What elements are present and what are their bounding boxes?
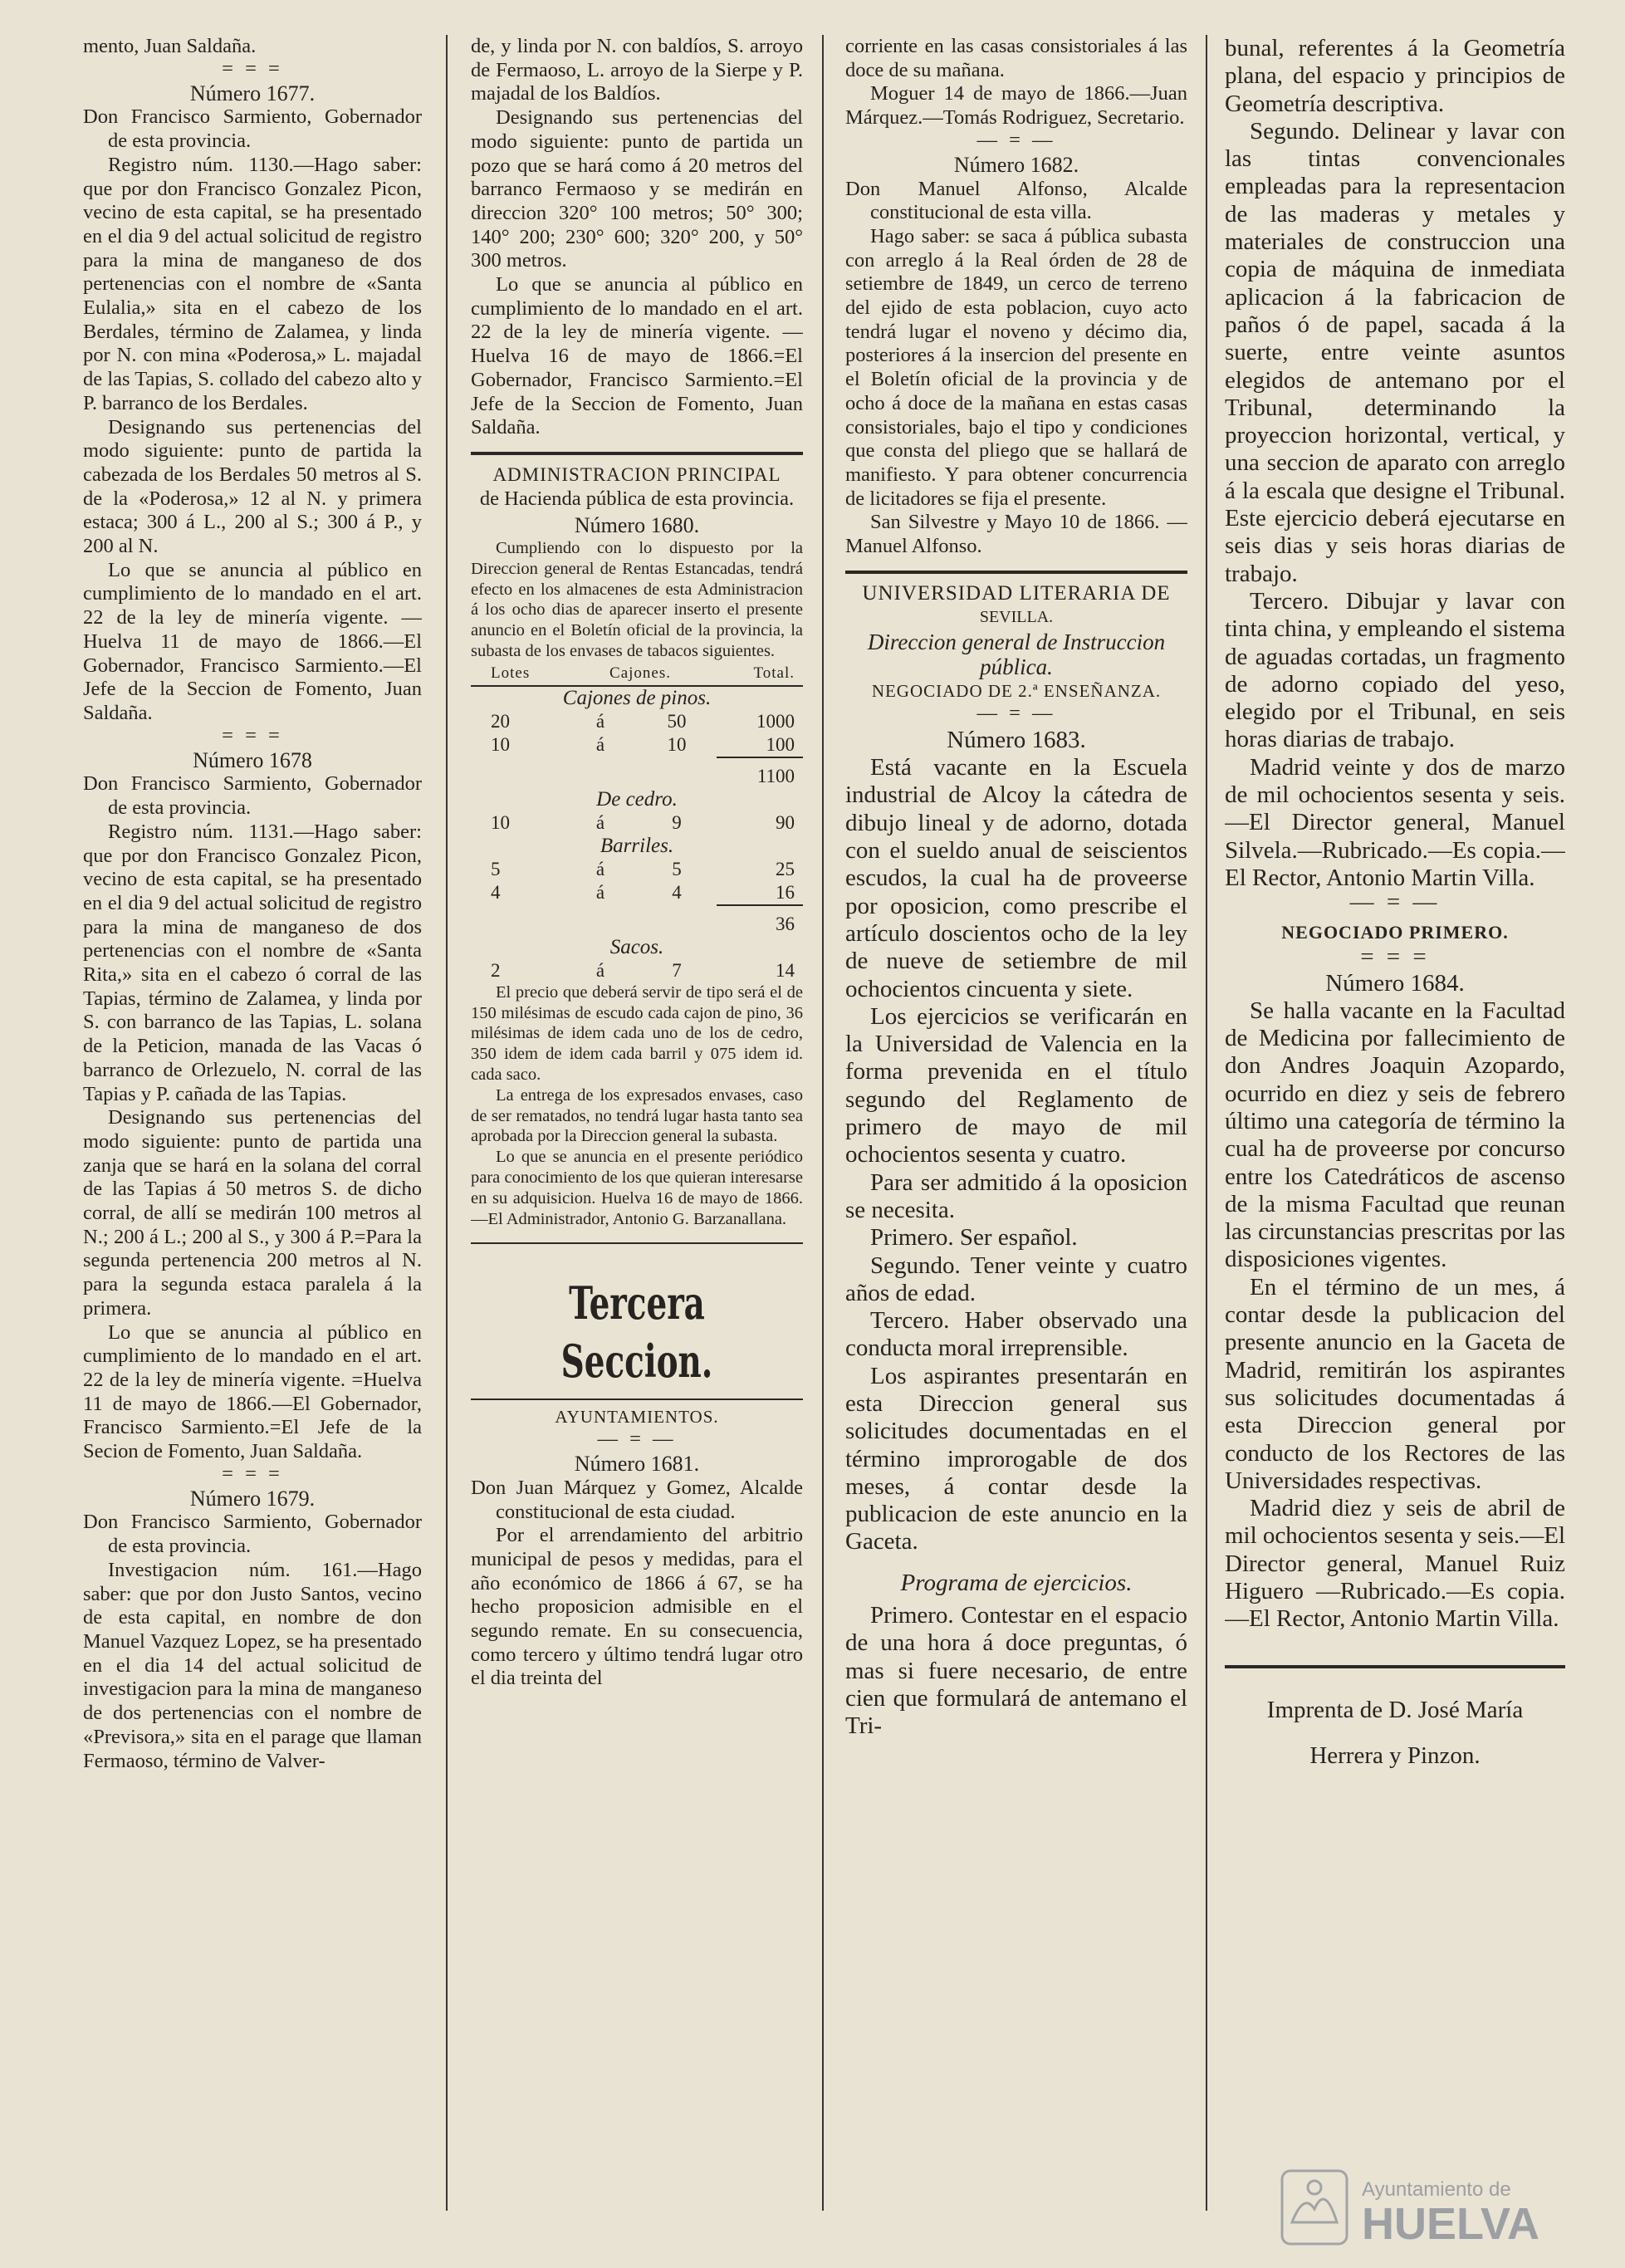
paragraph: Lo que se anuncia al público en cumplimiento de lo mandado en el art. 22 de la ley de minería vigente. —Huelva 16 de mayo de 1866.=El Gobernador, Francisco Sarmiento.=El Jefe de la Seccion de Fomento, Juan Saldaña.	[471, 273, 803, 439]
printer-line: Herrera y Pinzon.	[1309, 1741, 1481, 1769]
notice-heading: Don Francisco Sarmiento, Gobernador de esta provincia.	[83, 772, 422, 820]
paragraph: de, y linda por N. con baldíos, S. arroyo de Fermaoso, L. arroyo de la Sierpe y P. majadal de los Baldíos.	[471, 35, 803, 105]
cell: 100	[766, 733, 795, 755]
group-title: Barriles.	[600, 834, 674, 857]
notice-heading: Don Juan Márquez y Gomez, Alcalde constitucional de esta ciudad.	[471, 1476, 803, 1523]
printer-line: Imprenta de D. José María	[1266, 1696, 1524, 1723]
stamp-line2: HUELVA	[1362, 2199, 1539, 2249]
paragraph: Designando sus pertenencias del modo siguiente: punto de partida una zanja que se hará en la solana del corral de las Tapias á 50 metros S. de dicho corral, de allí se medirán 100 metros al N.; 200 á L.; 200 al S., y 300 á P.=Para la segunda pertenencia 200 metros al N. para la segunda estaca paralela á la primera.	[83, 1106, 422, 1320]
paragraph: Lo que se anuncia al público en cumplimiento de lo mandado en el art. 22 de la ley de minería vigente. —Huelva 11 de mayo de 1866.—El Gobernador, Francisco Sarmiento.—El Jefe de la Seccion de Fomento, Juan Saldaña.	[83, 558, 422, 724]
cell: 2	[491, 959, 501, 981]
cell: 5	[672, 858, 682, 879]
notice-1680	[471, 463, 803, 1229]
column-divider	[446, 35, 448, 2211]
paragraph: Los ejercicios se verificarán en la Universidad de Valencia en la forma prevenida en el título segundo del Reglamento de primero de mayo de mil ochocientos sesenta y cuatro.	[845, 1002, 1187, 1168]
subtotal-row	[471, 757, 803, 788]
exercise: Tercero. Dibujar y lavar con tinta china, y empleando el sistema de aguadas cortadas, un fragmento de adorno copiado del yeso, elegido por el Tribunal, en seis horas diarias de trabajo.	[1225, 587, 1565, 753]
notice-number: Número 1680.	[574, 513, 700, 538]
subtotal: 1100	[717, 757, 803, 788]
table-row	[471, 733, 803, 757]
cell: á	[595, 811, 605, 833]
column-1	[83, 35, 422, 2236]
separator: — = —	[1349, 889, 1441, 916]
cell: á	[595, 858, 605, 879]
paragraph: En el término de un mes, á contar desde la publicacion del presente anuncio en la Gaceta de Madrid, remitirán los aspirantes sus solicitudes documentadas á esta Direccion general por conducto de los Rectores de las Universidades respectivas.	[1225, 1273, 1565, 1494]
requirement: Segundo. Tener veinte y cuatro años de edad.	[845, 1252, 1187, 1306]
notice-1681	[471, 1452, 803, 1691]
cell: 4	[672, 882, 682, 904]
requirement: Primero. Ser español.	[870, 1224, 1078, 1252]
cell: á	[595, 710, 605, 732]
separator: = = =	[222, 723, 283, 747]
table-row	[471, 881, 803, 905]
cell: 9	[672, 811, 682, 833]
cell: 5	[491, 858, 501, 879]
group-title: Sacos.	[609, 935, 664, 958]
separator: — = —	[976, 701, 1056, 724]
separator: = = =	[1360, 943, 1430, 970]
cell: 16	[776, 881, 795, 903]
paragraph: Cumpliendo con lo dispuesto por la Direccion general de Rentas Estancadas, tendrá efecto en los almacenes de esta Administracion á los ocho dias de aparecer inserto el presente anuncio en el Boletín oficial de la provincia, la subasta de los envases de tabacos siguientes.	[471, 539, 803, 661]
requirement: Tercero. Haber observado una conducta moral irreprensible.	[845, 1307, 1187, 1362]
notice-1677	[83, 82, 422, 726]
notice-1684	[1225, 918, 1565, 1633]
section-rule	[1225, 1665, 1565, 1668]
table-row	[471, 959, 803, 982]
exercise: Primero. Contestar en el espacio de una hora á doce preguntas, ó mas si fuere necesario, de entre cien que formulará de antemano el Tri-	[845, 1602, 1187, 1740]
university-title: UNIVERSIDAD LITERARIA DE	[862, 581, 1171, 605]
notice-number: Número 1682.	[953, 152, 1079, 177]
text-line: mento, Juan Saldaña.	[83, 35, 257, 57]
paragraph: Investigacion núm. 161.—Hago saber: que por don Justo Santos, vecino de esta capital, en nombre de don Manuel Vazquez Lopez, se ha presentado en el dia 14 del actual solicitud de investigacion para la mina de manganeso de dos pertenencias con el nombre de «Previsora,» sita en el parage que llaman Fermaoso, término de Valver-	[83, 1558, 422, 1772]
paragraph: La entrega de los expresados envases, caso de ser rematados, no tendrá lugar hasta tanto sea aprobada por la Direccion general la subasta.	[471, 1085, 803, 1146]
paragraph: Lo que se anuncia en el presente periódico para conocimiento de los que quieran interesarse en su adquisicion. Huelva 16 de mayo de 1866.—El Administrador, Antonio G. Barzanallana.	[471, 1148, 803, 1228]
paragraph: Está vacante en la Escuela industrial de Alcoy la cátedra de dibujo lineal y de adorno, dotada con el sueldo anual de seiscientos escudos, la cual ha de proveerse por oposicion, como prescribe el artículo doscientos ocho de la ley de nueve de setiembre de mil ochocientos cincuenta y siete.	[845, 754, 1187, 1002]
notice-heading: Don Francisco Sarmiento, Gobernador de esta provincia.	[83, 105, 422, 153]
paragraph: Designando sus pertenencias del modo siguiente: punto de partida la cabezada de los Berdales 50 metros al S. de la «Poderosa,» 12 al N. y primera estaca; 300 á L., 200 al S.; 300 á P., y 200 al N.	[83, 415, 422, 558]
paragraph: El precio que deberá servir de tipo será el de 150 milésimas de escudo cada cajon de pino, 36 milésimas de idem cada uno de los de cedro, 350 idem de idem cada barril y 075 idem id. cada saco.	[471, 982, 803, 1085]
paragraph: Lo que se anuncia al público en cumplimiento de lo mandado en el art. 22 de la ley de minería vigente. =Huelva 11 de mayo de 1866.—El Gobernador, Francisco Sarmiento.=El Jefe de la Secion de Fomento, Juan Saldaña.	[83, 1320, 422, 1463]
col-header: Lotes	[471, 662, 564, 686]
column-divider	[822, 35, 824, 2211]
cell: 14	[776, 959, 795, 981]
paragraph: Se halla vacante en la Facultad de Medicina por fallecimiento de don Andres Joaquin Azopardo, ocurrido en diez y seis de febrero último una categoría de término la cual ha de proveerse por concurso entre los Catedráticos de ascenso de la misma Facultad que reunan las circunstancias prescritas por las disposiciones vigentes.	[1225, 997, 1565, 1273]
crest-icon	[1279, 2159, 1594, 2251]
university-city: SEVILLA.	[979, 608, 1054, 627]
notice-1682	[845, 154, 1187, 559]
paragraph: Registro núm. 1130.—Hago saber: que por don Francisco Gonzalez Picon, vecino de esta capital, se ha presentado en el dia 9 del actual solicitud de registro para la mina de manganeso de dos pertenencias con el nombre de «Santa Eulalia,» sita en el cabezo de los Berdales, término de Zalamea, y linda por N. con mina «Poderosa,» L. majadal de las Tapias, S. collado del cabezo alto y P. barranco de los Berdales.	[83, 153, 422, 414]
paragraph: Registro núm. 1131.—Hago saber: que por don Francisco Gonzalez Picon, vecino de esta capital, se ha presentado en el dia 9 del actual solicitud de registro para la mina de manganeso de dos pertenencias con el nombre de «Santa Rita,» sita en el cabezo ó corral de las Tapias, término de Zalamea, y linda por S. con barranco de las Tapias, L. solana de la Peticion, manada de las Vacas ó barranco de Orlezuelo, N. corral de las Tapias y P. cañada de las Tapias.	[83, 820, 422, 1105]
cell: 25	[776, 858, 795, 879]
paragraph: bunal, referentes á la Geometría plana, del espacio y principios de Geometría descriptiva.	[1225, 35, 1565, 117]
table-row	[471, 710, 803, 733]
section-rule	[471, 1242, 803, 1244]
paragraph: Hago saber: se saca á pública subasta con arreglo á la Real órden de 28 de setiembre de 1849, un cerco de terreno del ejido de esta poblacion, cuyo acto tendrá lugar el noveno y décimo dia, posteriores á la insercion del presente en el Boletín oficial de la provincia y de ocho á doce de la mañana en estas casas consistoriales, bajo el tipo y condiciones que consta del pliego que se hallará de manifiesto. Y para obtener concurrencia de licitadores se fija el presente.	[845, 224, 1187, 510]
signature: San Silvestre y Mayo 10 de 1866. —Manuel Alfonso.	[845, 511, 1187, 558]
group-title: De cedro.	[596, 787, 678, 811]
cell: á	[595, 734, 605, 756]
cell: 50	[667, 710, 687, 732]
section-rule	[471, 452, 803, 455]
separator: — = —	[976, 128, 1056, 151]
negociado: NEGOCIADO PRIMERO.	[1281, 922, 1509, 943]
column-divider	[1206, 35, 1207, 2211]
col-header: Cajones.	[564, 662, 717, 686]
notice-number: Número 1678	[193, 747, 312, 772]
notice-number: Número 1684.	[1325, 969, 1465, 997]
separator: = = =	[222, 1462, 283, 1485]
notice-heading: Don Francisco Sarmiento, Gobernador de esta provincia.	[83, 1511, 422, 1558]
cell: 10	[491, 734, 510, 756]
direction-title: Direccion general de Instruccion pública.	[867, 629, 1166, 680]
separator: — = —	[597, 1428, 677, 1451]
notice-1683	[845, 582, 1187, 1741]
column-2	[471, 35, 803, 2236]
notice-1679	[83, 1487, 422, 1773]
signature: Madrid veinte y dos de marzo de mil ochocientos sesenta y seis.—El Director general, Manuel Silvela.—Rubricado.—Es copia.—El Rector, Antonio Martin Villa.	[1225, 753, 1565, 891]
table-row	[471, 858, 803, 881]
notice-number: Número 1683.	[947, 726, 1086, 753]
notice-number: Número 1679.	[189, 1486, 316, 1511]
paragraph: Los aspirantes presentarán en esta Direccion general sus solicitudes documentadas en el término improrogable de dos meses, á contar desde la publicacion de este anuncio en la Gaceta.	[845, 1362, 1187, 1555]
notice-number: Número 1677.	[189, 81, 316, 105]
admin-subtitle: de Hacienda pública de esta provincia.	[479, 487, 795, 510]
paragraph: Designando sus pertenencias del modo siguiente: punto de partida un pozo que se hará como á 20 metros del barranco Fermaoso y se medirán en direccion 320° 100 metros; 50° 300; 140° 200; 230° 600; 320° 200, y 50° 300 metros.	[471, 106, 803, 272]
huelva-stamp	[1279, 2159, 1594, 2251]
cell: 10	[667, 734, 687, 756]
col-header: Total.	[717, 662, 803, 686]
programme-title: Programa de ejercicios.	[900, 1569, 1133, 1596]
subtotal: 36	[717, 905, 803, 936]
notice-number: Número 1681.	[574, 1452, 700, 1477]
cell: 90	[776, 811, 795, 833]
subtotal-row	[471, 905, 803, 936]
paragraph: corriente en las casas consistoriales á las doce de su mañana.	[845, 35, 1187, 81]
subsection-title: AYUNTAMIENTOS.	[555, 1407, 719, 1428]
cell: 4	[491, 882, 501, 904]
paragraph: Para ser admitido á la oposicion se necesita.	[845, 1168, 1187, 1223]
notice-heading: Don Manuel Alfonso, Alcalde constitucional de esta villa.	[845, 177, 1187, 224]
lots-table	[471, 662, 803, 982]
cell: 10	[491, 811, 510, 833]
group-title: Cajones de pinos.	[562, 686, 712, 709]
table-header	[471, 662, 803, 686]
separator: = = =	[222, 56, 283, 80]
column-3	[845, 35, 1187, 2236]
cell: 20	[491, 710, 510, 732]
cell: á	[595, 882, 605, 904]
section-rule	[471, 1399, 803, 1400]
signature: Madrid diez y seis de abril de mil ochocientos sesenta y seis.—El Director general, Manuel Ruiz Higuero —Rubricado.—Es copia.—El Rector, Antonio Martin Villa.	[1225, 1495, 1565, 1633]
stamp-line1: Ayuntamiento de	[1362, 2178, 1511, 2201]
admin-title: ADMINISTRACION PRINCIPAL	[492, 463, 781, 485]
column-4	[1225, 35, 1565, 2236]
exercise: Segundo. Delinear y lavar con las tintas convencionales empleadas para la representacion de las maderas y metales y materiales de construccion una copia de máquina de inmediata aplicacion á la fabricacion de paños ó de papel, sacada á la suerte, entre veinte asuntos elegidos de antemano por el Tribunal, determinando la proyeccion horizontal, vertical, y una seccion de aparato con arreglo á la escala que designe el Tribunal. Este ejercicio deberá ejecutarse en seis dias y seis horas diarias de trabajo.	[1225, 117, 1565, 587]
table-row	[471, 811, 803, 835]
cell: á	[595, 959, 605, 981]
signature: Moguer 14 de mayo de 1866.—Juan Márquez.—Tomás Rodriguez, Secretario.	[845, 82, 1187, 130]
negociado: NEGOCIADO DE 2.ª ENSEÑANZA.	[871, 681, 1162, 702]
cell: 1000	[756, 710, 795, 732]
paragraph: Por el arrendamiento del arbitrio municipal de pesos y medidas, para el año económico de 1866 á 67, se ha hecho proposicion admisible en el segundo remate. En su consecuencia, como tercero y último tendrá lugar otro el dia treinta del	[471, 1524, 803, 1690]
section-title: Tercera Seccion.	[560, 1276, 713, 1389]
section-rule	[845, 571, 1187, 574]
cell: 7	[672, 959, 682, 981]
notice-1678	[83, 749, 422, 1464]
